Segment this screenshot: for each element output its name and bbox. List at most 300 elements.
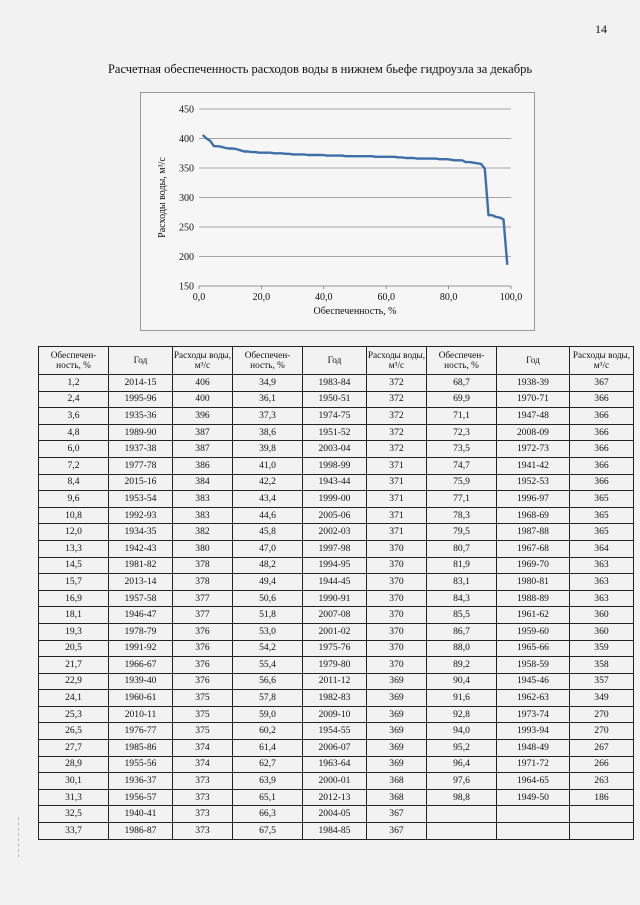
table-cell: 371 <box>367 524 427 541</box>
y-tick-label: 200 <box>179 252 194 263</box>
table-cell: 1960-61 <box>109 690 173 707</box>
table-cell: 1971-72 <box>497 756 570 773</box>
table-cell: 62,7 <box>233 756 303 773</box>
column-header: Год <box>109 347 173 375</box>
table-cell: 1984-85 <box>303 823 367 840</box>
table-row <box>39 789 634 806</box>
data-table <box>38 346 634 840</box>
table-cell: 1969-70 <box>497 557 570 574</box>
table-cell: 366 <box>570 441 634 458</box>
table-cell: 16,9 <box>39 590 109 607</box>
table-cell: 1981-82 <box>109 557 173 574</box>
table-cell: 1975-76 <box>303 640 367 657</box>
table-cell: 2008-09 <box>497 424 570 441</box>
table-cell: 371 <box>367 474 427 491</box>
table-cell: 374 <box>173 740 233 757</box>
table-cell: 367 <box>367 823 427 840</box>
table-cell: 7,2 <box>39 457 109 474</box>
table-cell: 366 <box>570 474 634 491</box>
table-cell: 1985-86 <box>109 740 173 757</box>
column-header: Год <box>303 347 367 375</box>
table-cell: 49,4 <box>233 574 303 591</box>
table-cell: 375 <box>173 690 233 707</box>
table-cell: 1963-64 <box>303 756 367 773</box>
table-cell: 1946-47 <box>109 607 173 624</box>
table-cell: 370 <box>367 640 427 657</box>
table-cell: 1949-50 <box>497 789 570 806</box>
table-cell: 372 <box>367 441 427 458</box>
y-tick-label: 350 <box>179 163 194 175</box>
table-cell: 32,5 <box>39 806 109 823</box>
table-cell: 86,7 <box>427 623 497 640</box>
table-cell: 1990-91 <box>303 590 367 607</box>
column-header: Расходы воды, м³/с <box>570 347 634 375</box>
table-row <box>39 823 634 840</box>
table-row <box>39 524 634 541</box>
table-row <box>39 507 634 524</box>
table-cell: 1995-96 <box>109 391 173 408</box>
table-cell: 1956-57 <box>109 789 173 806</box>
table-cell: 383 <box>173 491 233 508</box>
table-cell: 369 <box>367 706 427 723</box>
table-cell: 1982-83 <box>303 690 367 707</box>
table-cell: 79,5 <box>427 524 497 541</box>
table-cell: 369 <box>367 690 427 707</box>
table-row <box>39 408 634 425</box>
column-header: Расходы воды, м³/с <box>367 347 427 375</box>
table-cell: 18,1 <box>39 607 109 624</box>
table-cell: 2004-05 <box>303 806 367 823</box>
table-cell: 1955-56 <box>109 756 173 773</box>
table-cell: 91,6 <box>427 690 497 707</box>
table-cell: 358 <box>570 657 634 674</box>
table-cell: 80,7 <box>427 540 497 557</box>
document-title: Расчетная обеспеченность расходов воды в нижнем бьефе гидроузла за декабрь <box>107 62 533 76</box>
table-cell <box>570 823 634 840</box>
table-cell: 71,1 <box>427 408 497 425</box>
table-cell: 369 <box>367 723 427 740</box>
table-cell: 267 <box>570 740 634 757</box>
table-cell: 371 <box>367 491 427 508</box>
x-tick-label: 80,0 <box>439 292 458 303</box>
table-cell: 2012-13 <box>303 789 367 806</box>
table-row <box>39 540 634 557</box>
table-cell: 2009-10 <box>303 706 367 723</box>
table-cell: 1992-93 <box>109 507 173 524</box>
table-cell: 372 <box>367 424 427 441</box>
y-tick-label: 450 <box>179 104 194 116</box>
table-cell: 48,2 <box>233 557 303 574</box>
table-cell: 1998-99 <box>303 457 367 474</box>
table-row <box>39 375 634 392</box>
table-cell: 22,9 <box>39 673 109 690</box>
table-cell: 21,7 <box>39 657 109 674</box>
table-cell: 376 <box>173 657 233 674</box>
table-cell: 2013-14 <box>109 574 173 591</box>
table-row <box>39 441 634 458</box>
table-cell: 81,9 <box>427 557 497 574</box>
table-cell: 96,4 <box>427 756 497 773</box>
table-cell: 1968-69 <box>497 507 570 524</box>
table-cell: 1940-41 <box>109 806 173 823</box>
table-row <box>39 806 634 823</box>
table-body <box>39 375 634 840</box>
table-row <box>39 740 634 757</box>
table-cell: 1993-94 <box>497 723 570 740</box>
table-cell: 406 <box>173 375 233 392</box>
table-cell: 19,3 <box>39 623 109 640</box>
table-cell: 69,9 <box>427 391 497 408</box>
data-table-wrapper <box>38 346 633 840</box>
table-cell: 360 <box>570 607 634 624</box>
table-cell: 367 <box>367 806 427 823</box>
table-cell: 363 <box>570 574 634 591</box>
table-cell: 373 <box>173 789 233 806</box>
table-cell: 366 <box>570 424 634 441</box>
table-cell: 10,8 <box>39 507 109 524</box>
table-cell: 1967-68 <box>497 540 570 557</box>
table-cell: 65,1 <box>233 789 303 806</box>
table-cell: 74,7 <box>427 457 497 474</box>
table-cell: 370 <box>367 590 427 607</box>
table-cell: 349 <box>570 690 634 707</box>
table-cell: 1991-92 <box>109 640 173 657</box>
table-cell: 36,1 <box>233 391 303 408</box>
table-cell: 370 <box>367 623 427 640</box>
table-cell: 75,9 <box>427 474 497 491</box>
table-cell: 60,2 <box>233 723 303 740</box>
table-cell: 72,3 <box>427 424 497 441</box>
table-cell: 383 <box>173 507 233 524</box>
column-header: Расходы воды, м³/с <box>173 347 233 375</box>
table-cell: 63,9 <box>233 773 303 790</box>
table-cell: 400 <box>173 391 233 408</box>
table-cell: 1961-62 <box>497 607 570 624</box>
table-cell: 2006-07 <box>303 740 367 757</box>
table-cell: 1989-90 <box>109 424 173 441</box>
table-cell: 20,5 <box>39 640 109 657</box>
chart-frame <box>140 92 535 331</box>
table-cell: 47,0 <box>233 540 303 557</box>
table-cell: 270 <box>570 706 634 723</box>
table-cell: 1,2 <box>39 375 109 392</box>
table-cell: 1954-55 <box>303 723 367 740</box>
table-cell: 1959-60 <box>497 623 570 640</box>
table-cell: 1945-46 <box>497 673 570 690</box>
table-cell: 1964-65 <box>497 773 570 790</box>
table-cell: 1936-37 <box>109 773 173 790</box>
table-cell: 2,4 <box>39 391 109 408</box>
table-cell: 2011-12 <box>303 673 367 690</box>
table-cell: 78,3 <box>427 507 497 524</box>
table-cell: 186 <box>570 789 634 806</box>
table-cell: 1980-81 <box>497 574 570 591</box>
table-row <box>39 424 634 441</box>
table-cell: 98,8 <box>427 789 497 806</box>
table-cell: 1942-43 <box>109 540 173 557</box>
table-cell: 73,5 <box>427 441 497 458</box>
table-row <box>39 474 634 491</box>
table-cell: 374 <box>173 756 233 773</box>
table-cell: 3,6 <box>39 408 109 425</box>
table-cell: 28,9 <box>39 756 109 773</box>
table-row <box>39 773 634 790</box>
table-cell: 59,0 <box>233 706 303 723</box>
table-cell: 77,1 <box>427 491 497 508</box>
table-row <box>39 574 634 591</box>
table-row <box>39 557 634 574</box>
table-cell: 1935-36 <box>109 408 173 425</box>
table-cell: 368 <box>367 789 427 806</box>
table-row <box>39 640 634 657</box>
y-tick-label: 250 <box>179 222 194 234</box>
table-cell: 359 <box>570 640 634 657</box>
x-tick-label: 60,0 <box>377 292 395 303</box>
table-cell: 377 <box>173 590 233 607</box>
table-cell: 95,2 <box>427 740 497 757</box>
table-cell: 371 <box>367 507 427 524</box>
table-cell: 387 <box>173 441 233 458</box>
table-cell: 370 <box>367 574 427 591</box>
table-cell: 363 <box>570 590 634 607</box>
table-cell <box>497 806 570 823</box>
table-cell: 372 <box>367 408 427 425</box>
table-row <box>39 607 634 624</box>
table-cell: 9,6 <box>39 491 109 508</box>
table-cell: 51,8 <box>233 607 303 624</box>
table-cell: 377 <box>173 607 233 624</box>
table-cell: 373 <box>173 806 233 823</box>
table-cell: 15,7 <box>39 574 109 591</box>
table-cell: 94,0 <box>427 723 497 740</box>
table-cell: 25,3 <box>39 706 109 723</box>
table-cell: 24,1 <box>39 690 109 707</box>
scan-margin-line <box>18 817 20 857</box>
table-cell: 1966-67 <box>109 657 173 674</box>
table-cell: 89,2 <box>427 657 497 674</box>
table-cell: 41,0 <box>233 457 303 474</box>
table-cell: 1978-79 <box>109 623 173 640</box>
table-cell: 1972-73 <box>497 441 570 458</box>
table-cell: 1994-95 <box>303 557 367 574</box>
table-cell: 373 <box>173 773 233 790</box>
table-cell: 4,8 <box>39 424 109 441</box>
table-cell: 88,0 <box>427 640 497 657</box>
table-cell: 370 <box>367 657 427 674</box>
table-cell: 1950-51 <box>303 391 367 408</box>
table-cell: 1986-87 <box>109 823 173 840</box>
table-cell: 372 <box>367 375 427 392</box>
table-cell <box>427 806 497 823</box>
table-cell: 6,0 <box>39 441 109 458</box>
table-cell: 376 <box>173 640 233 657</box>
table-cell: 37,3 <box>233 408 303 425</box>
table-cell: 1976-77 <box>109 723 173 740</box>
column-header: Обеспечен-ность, % <box>39 347 109 375</box>
y-tick-label: 150 <box>179 281 194 293</box>
table-cell: 368 <box>367 773 427 790</box>
table-cell: 373 <box>173 823 233 840</box>
table-cell: 57,8 <box>233 690 303 707</box>
table-cell: 1944-45 <box>303 574 367 591</box>
table-cell: 13,3 <box>39 540 109 557</box>
table-cell: 365 <box>570 507 634 524</box>
table-cell: 1997-98 <box>303 540 367 557</box>
table-cell: 1939-40 <box>109 673 173 690</box>
table-row <box>39 657 634 674</box>
table-header-row <box>39 347 634 375</box>
table-cell: 382 <box>173 524 233 541</box>
table-cell: 1983-84 <box>303 375 367 392</box>
table-cell: 366 <box>570 408 634 425</box>
table-cell: 1937-38 <box>109 441 173 458</box>
table-cell: 33,7 <box>39 823 109 840</box>
table-cell: 90,4 <box>427 673 497 690</box>
table-cell: 369 <box>367 740 427 757</box>
table-cell: 2014-15 <box>109 375 173 392</box>
table-cell: 31,3 <box>39 789 109 806</box>
table-cell: 38,6 <box>233 424 303 441</box>
table-cell: 370 <box>367 607 427 624</box>
table-row <box>39 491 634 508</box>
table-cell: 1941-42 <box>497 457 570 474</box>
table-row <box>39 391 634 408</box>
column-header: Год <box>497 347 570 375</box>
table-cell: 44,6 <box>233 507 303 524</box>
table-cell: 2007-08 <box>303 607 367 624</box>
table-cell: 85,5 <box>427 607 497 624</box>
series-line <box>203 135 508 265</box>
y-axis-title: Расходы воды, м³/с <box>157 157 168 238</box>
table-cell: 2003-04 <box>303 441 367 458</box>
x-tick-label: 0,0 <box>192 292 206 303</box>
x-tick-label: 100,0 <box>499 292 523 303</box>
table-cell: 30,1 <box>39 773 109 790</box>
table-cell: 1957-58 <box>109 590 173 607</box>
table-cell: 43,4 <box>233 491 303 508</box>
table-cell: 1958-59 <box>497 657 570 674</box>
table-cell: 2005-06 <box>303 507 367 524</box>
table-cell: 2002-03 <box>303 524 367 541</box>
table-cell: 1951-52 <box>303 424 367 441</box>
table-row <box>39 673 634 690</box>
table-cell: 27,7 <box>39 740 109 757</box>
table-row <box>39 756 634 773</box>
table-cell: 366 <box>570 391 634 408</box>
table-cell: 375 <box>173 706 233 723</box>
duration-curve-chart <box>141 93 534 330</box>
table-row <box>39 623 634 640</box>
x-axis-title: Обеспеченность, % <box>313 306 397 317</box>
table-cell: 1948-49 <box>497 740 570 757</box>
table-cell: 61,4 <box>233 740 303 757</box>
table-cell: 53,0 <box>233 623 303 640</box>
table-cell: 2000-01 <box>303 773 367 790</box>
table-cell: 1977-78 <box>109 457 173 474</box>
table-cell: 26,5 <box>39 723 109 740</box>
table-cell: 371 <box>367 457 427 474</box>
table-cell: 363 <box>570 557 634 574</box>
table-cell: 1965-66 <box>497 640 570 657</box>
table-row <box>39 690 634 707</box>
table-cell: 378 <box>173 574 233 591</box>
table-cell: 1973-74 <box>497 706 570 723</box>
table-cell: 357 <box>570 673 634 690</box>
table-cell: 370 <box>367 557 427 574</box>
table-cell: 12,0 <box>39 524 109 541</box>
table-cell: 369 <box>367 673 427 690</box>
x-tick-label: 20,0 <box>252 292 271 303</box>
table-cell: 1974-75 <box>303 408 367 425</box>
table-cell: 364 <box>570 540 634 557</box>
table-cell: 45,8 <box>233 524 303 541</box>
table-cell: 1943-44 <box>303 474 367 491</box>
table-cell: 50,6 <box>233 590 303 607</box>
x-tick-label: 40,0 <box>315 292 333 303</box>
y-tick-label: 300 <box>179 193 194 204</box>
table-cell: 1953-54 <box>109 491 173 508</box>
table-cell: 376 <box>173 623 233 640</box>
table-cell: 1996-97 <box>497 491 570 508</box>
table-cell: 380 <box>173 540 233 557</box>
table-cell: 2001-02 <box>303 623 367 640</box>
column-header: Обеспечен-ность, % <box>233 347 303 375</box>
table-cell: 92,8 <box>427 706 497 723</box>
table-cell <box>497 823 570 840</box>
table-cell: 369 <box>367 756 427 773</box>
table-cell: 367 <box>570 375 634 392</box>
table-row <box>39 590 634 607</box>
table-cell: 8,4 <box>39 474 109 491</box>
table-cell: 270 <box>570 723 634 740</box>
table-cell: 378 <box>173 557 233 574</box>
table-cell: 1979-80 <box>303 657 367 674</box>
table-cell: 66,3 <box>233 806 303 823</box>
table-cell: 386 <box>173 457 233 474</box>
table-cell: 366 <box>570 457 634 474</box>
table-row <box>39 723 634 740</box>
table-cell: 54,2 <box>233 640 303 657</box>
table-cell: 384 <box>173 474 233 491</box>
table-cell: 263 <box>570 773 634 790</box>
table-cell: 1934-35 <box>109 524 173 541</box>
table-cell: 1952-53 <box>497 474 570 491</box>
table-cell: 34,9 <box>233 375 303 392</box>
table-cell: 67,5 <box>233 823 303 840</box>
table-cell: 1962-63 <box>497 690 570 707</box>
table-cell: 56,6 <box>233 673 303 690</box>
table-cell: 84,3 <box>427 590 497 607</box>
table-cell: 1988-89 <box>497 590 570 607</box>
table-cell: 83,1 <box>427 574 497 591</box>
table-cell: 375 <box>173 723 233 740</box>
table-cell: 376 <box>173 673 233 690</box>
table-cell <box>427 823 497 840</box>
table-cell: 2010-11 <box>109 706 173 723</box>
page-number: 14 <box>595 22 607 36</box>
table-cell: 372 <box>367 391 427 408</box>
table-cell: 396 <box>173 408 233 425</box>
table-cell: 1947-48 <box>497 408 570 425</box>
table-cell: 370 <box>367 540 427 557</box>
column-header: Обеспечен-ность, % <box>427 347 497 375</box>
table-cell <box>570 806 634 823</box>
table-cell: 97,6 <box>427 773 497 790</box>
table-cell: 387 <box>173 424 233 441</box>
table-cell: 55,4 <box>233 657 303 674</box>
table-cell: 1938-39 <box>497 375 570 392</box>
table-cell: 68,7 <box>427 375 497 392</box>
